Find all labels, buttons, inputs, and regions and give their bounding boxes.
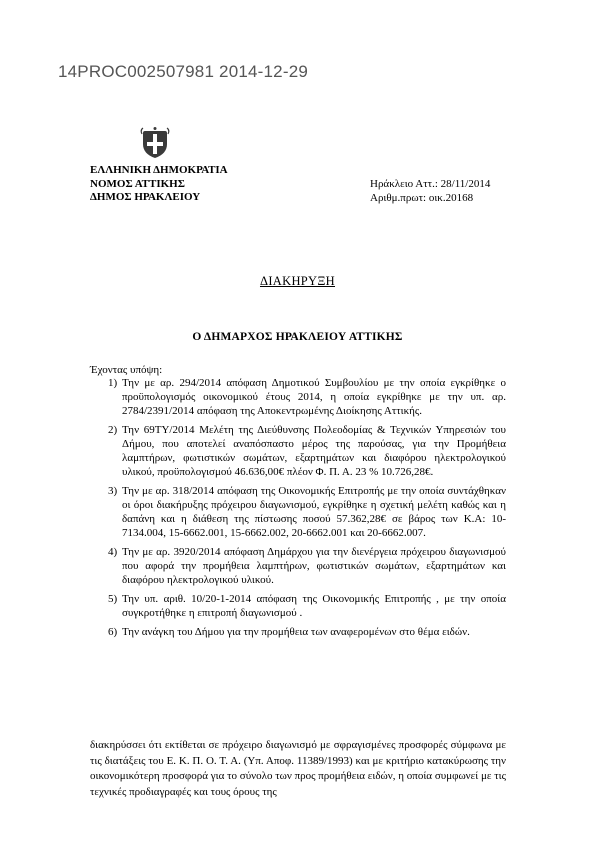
list-item — [108, 592, 506, 620]
document-reference — [370, 178, 490, 205]
list-item-text: Την 69ΤΥ/2014 Μελέτη της Διεύθυνσης Πολεοδομίας & Τεχνικών Υπηρεσιών του Δήμου, που αποτελεί αναπόσπαστο μέρος της παρούσας, για την Προμήθεια λαμπτήρων, φωτιστικών σωμάτων, εξαρτημάτων και διαφόρου ηλεκτρολογικού υλικού, προϋπολογισμού 46.636,00€ πλέον Φ. Π. Α. 23 % 10.726,28€. — [122, 424, 506, 478]
considerations-list — [108, 376, 506, 644]
protocol-number: Αριθμ.πρωτ: οικ.20168 — [370, 191, 474, 204]
list-item — [108, 423, 506, 479]
list-item — [108, 545, 506, 587]
page-title: ΔΙΑΚΗΡΥΞΗ — [259, 274, 336, 288]
list-item-number: 4) — [108, 546, 118, 558]
list-item — [108, 625, 506, 639]
list-item-text: Την με αρ. 318/2014 απόφαση της Οικονομικής Επιτροπής με την οποία συντάχθηκαν οι όροι διακήρυξης πρόχειρου διαγωνισμού, εγκρίθηκε η σχετική μελέτη καθώς και η δαπάνη και η διάθεση της πίστωσης ποσού 57.362,28€ σε βάρος των Κ.Α: 10-7134.004, 15-6662.001, 15-6662.002, 20-6662.001 και 20-6662.007. — [122, 485, 506, 539]
list-item-text: Την με αρ. 3920/2014 απόφαση Δημάρχου για την διενέργεια πρόχειρου διαγωνισμού που αφορά την προμήθεια λαμπτήρων, φωτιστικών σωμάτων, εξαρτημάτων και διαφόρου ηλεκτρολογικού υλικού. — [122, 546, 506, 586]
issuer-country: ΕΛΛΗΝΙΚΗ ΔΗΜΟΚΡΑΤΙΑ — [90, 164, 228, 176]
closing-paragraph: διακηρύσσει ότι εκτίθεται σε πρόχειρο διαγωνισμό με σφραγισμένες προσφορές σύμφωνα με τις διατάξεις του Ε. Κ. Π. Ο. Τ. Α. (Υπ. Αποφ. 11389/1993) και με κριτήριο κατακύρωσης την οικονομικότερη προσφορά για το σύνολο των προς προμήθεια ειδών, η οποία συμφωνεί με τις τεχνικές προδιαγραφές και τους όρους της — [90, 739, 506, 798]
list-item-text: Την ανάγκη του Δήμου για την προμήθεια των αναφερομένων στο θέμα ειδών. — [122, 626, 470, 638]
intro-text: Έχοντας υπόψη: — [90, 364, 163, 376]
issuer-municipality: ΔΗΜΟΣ ΗΡΑΚΛΕΙΟΥ — [90, 191, 201, 203]
list-item-number: 1) — [108, 377, 118, 389]
list-item-number: 3) — [108, 485, 118, 497]
document-date: Ηράκλειο Αττ.: 28/11/2014 — [370, 178, 491, 190]
page-subtitle: Ο ΔΗΜΑΡΧΟΣ ΗΡΑΚΛΕΙΟΥ ΑΤΤΙΚΗΣ — [192, 331, 403, 343]
document-id: 14PROC002507981 2014-12-29 — [58, 62, 308, 81]
list-item-number: 2) — [108, 424, 118, 436]
list-item — [108, 376, 506, 418]
list-item-number: 5) — [108, 593, 118, 605]
list-item — [108, 484, 506, 540]
issuer-header — [90, 164, 228, 205]
issuer-prefecture: ΝΟΜΟΣ ΑΤΤΙΚΗΣ — [90, 177, 185, 190]
list-item-text: Την με αρ. 294/2014 απόφαση Δημοτικού Συμβουλίου με την οποία εγκρίθηκε ο προϋπολογισμός οικονομικού έτους 2014, η οποία εγκρίθηκε με την υπ. αρ. 2784/2391/2014 απόφαση της Αποκεντρωμένης Διοίκησης Αττικής. — [122, 377, 506, 417]
list-item-number: 6) — [108, 626, 118, 638]
greek-coat-of-arms-icon — [140, 126, 170, 160]
list-item-text: Την υπ. αριθ. 10/20-1-2014 απόφαση της Οικονομικής Επιτροπής , με την οποία συγκροτήθηκε η επιτροπή διαγωνισμού . — [122, 593, 506, 619]
